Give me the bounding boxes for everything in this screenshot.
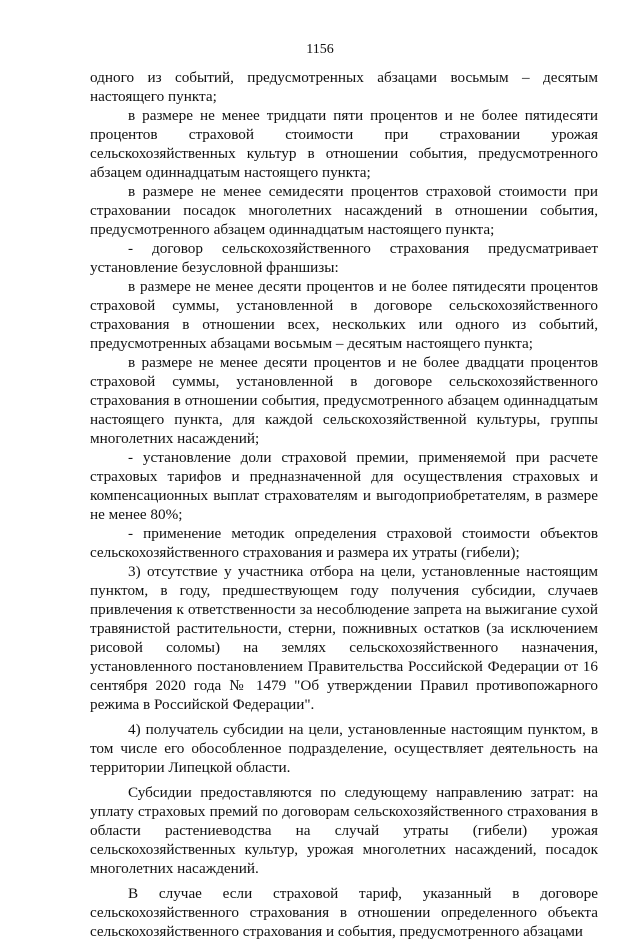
paragraph: в размере не менее тридцати пяти процентов и не более пятидесяти процентов страховой стоимости при страховании урожая сельскохозяйственных культур в отношении события, предусмотренного абзацем одиннадцатым настоящего пункта; xyxy=(90,107,598,181)
paragraph: в размере не менее десяти процентов и не более пятидесяти процентов страховой суммы, установленной в договоре сельскохозяйственного страхования в отношении всех, нескольких или одного из событий, предусмотренных абзацами восьмым – десятым настоящего пункта; xyxy=(90,278,598,352)
paragraph: в размере не менее семидесяти процентов страховой стоимости при страховании посадок многолетних насаждений в отношении события, предусмотренного абзацем одиннадцатым настоящего пункта; xyxy=(90,183,598,238)
paragraph: в размере не менее десяти процентов и не более двадцати процентов страховой суммы, установленной в договоре сельскохозяйственного страхования в отношении события, предусмотренного абзацем одиннадцатым настоящего пункта, для каждой сельскохозяйственной культуры, группы многолетних насаждений; xyxy=(90,354,598,447)
page-number: 1156 xyxy=(306,42,334,57)
paragraph: Субсидии предоставляются по следующему направлению затрат: на уплату страховых премий по договорам сельскохозяйственного страхования в области растениеводства на случай утраты (гибели) урожая сельскохозяйственных культур, урожая многолетних насаждений, посадок многолетних насаждений. xyxy=(90,784,598,877)
numbered-item: 3) отсутствие у участника отбора на цели, установленные настоящим пунктом, в году, предшествующем году получения субсидии, случаев привлечения к ответственности за несоблюдение запрета на выжигание сухой травянистой растительности, стерни, пожнивных остатков (за исключением рисовой соломы) на землях сельскохозяйственного назначения, установленного постановлением Правительства Российской Федерации от 16 сентября 2020 года № 1479 "Об утверждении Правил противопожарного режима в Российской Федерации". xyxy=(90,563,598,713)
list-item: - установление доли страховой премии, применяемой при расчете страховых тарифов и предназначенной для осуществления страховых и компенсационных выплат страхователям и выгодоприобретателям, в размере не менее 80%; xyxy=(90,449,598,523)
paragraph: В случае если страховой тариф, указанный в договоре сельскохозяйственного страхования в отношении определенного объекта сельскохозяйственного страхования и события, предусмотренного абзацами xyxy=(90,885,598,940)
numbered-item: 4) получатель субсидии на цели, установленные настоящим пунктом, в том числе его обособленное подразделение, осуществляет деятельность на территории Липецкой области. xyxy=(90,721,598,776)
paragraph-continuation: одного из событий, предусмотренных абзацами восьмым – десятым настоящего пункта; xyxy=(90,69,598,105)
list-item: - применение методик определения страховой стоимости объектов сельскохозяйственного страхования и размера их утраты (гибели); xyxy=(90,525,598,561)
list-item: - договор сельскохозяйственного страхования предусматривает установление безусловной франшизы: xyxy=(90,240,598,276)
document-body xyxy=(90,68,598,941)
